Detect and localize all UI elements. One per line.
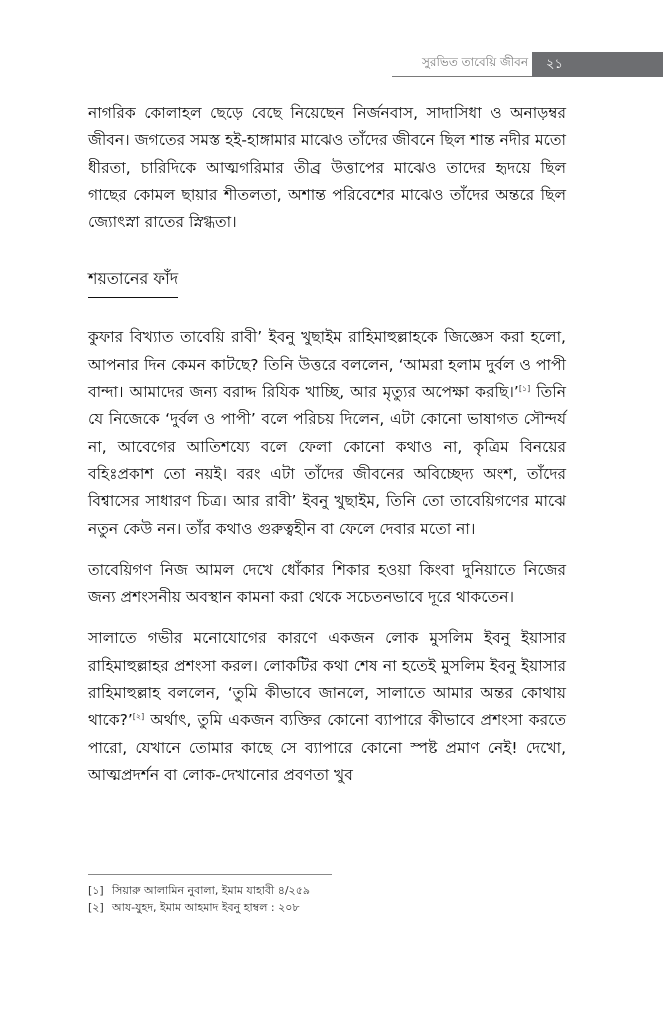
paragraph-muslim xyxy=(88,625,566,789)
page-number-box xyxy=(532,52,663,77)
intro-paragraph: নাগরিক কোলাহল ছেড়ে বেছে নিয়েছেন নির্জনবাস, সাদাসিধা ও অনাড়ম্বর জীবন। জগতের সমস্ত হই-হাঙ্গামার মাঝেও তাঁদের জীবনে ছিল শান্ত নদীর মতো ধীরতা, চারিদিকে আত্মগরিমার তীব্র উত্তাপের মাঝেও তাদের হৃদয়ে ছিল গাছের কোমল ছায়ার শীতলতা, অশান্ত পরিবেশের মাঝেও তাঁদের অন্তরে ছিল জ্যোৎস্না রাতের স্নিগ্ধতা। xyxy=(88,104,566,232)
paragraph-rabi-part1: কুফার বিখ্যাত তাবেয়ি রাবী’ ইবনু খুছাইম রাহিমাহুল্লাহকে জিজ্ঞেস করা হলো, আপনার দিন কেমন কাটছে? তিনি উত্তরে বললেন, ‘আমরা হলাম দুর্বল ও পাপী বান্দা। আমাদের জন্য বরাদ্দ রিযিক খাচ্ছি, আর মৃত্যুর অপেক্ষা করছি।’ xyxy=(88,328,566,402)
running-title: সুরভিত তাবেয়ি জীবন xyxy=(421,55,528,69)
footnote-ref-2: [২] xyxy=(132,712,145,722)
footnotes xyxy=(88,874,568,916)
page-header xyxy=(0,52,663,76)
section-heading: শয়তানের ফাঁদ xyxy=(88,266,178,298)
footnote-1 xyxy=(88,882,568,899)
footnote-ref-1: [১] xyxy=(518,383,531,393)
header-rule xyxy=(392,76,532,77)
footnote-rule xyxy=(88,874,332,875)
page-number: ২১ xyxy=(546,57,563,72)
footnote-2-text: আয-যুহদ, ইমাম আহমাদ ইবনু হাম্বল : ২০৮ xyxy=(112,901,300,914)
footnote-1-mark: [১] xyxy=(88,884,104,897)
body-text xyxy=(88,100,566,789)
footnote-2-mark: [২] xyxy=(88,901,104,914)
footnote-2 xyxy=(88,899,568,916)
paragraph-muslim-part2: অর্থাৎ, তুমি একজন ব্যক্তির কোনো ব্যাপারে কীভাবে প্রশংসা করতে পারো, যেখানে তোমার কাছে সে ব্যাপারে কোনো স্পষ্ট প্রমাণ নেই! দেখো, আত্মপ্রদর্শন বা লোক-দেখানোর প্রবণতা খুব xyxy=(88,711,566,784)
footnote-1-text: সিয়ারু আলামিন নুবালা, ইমাম যাহাবী ৪/২৫৯ xyxy=(112,884,310,897)
paragraph-rabi xyxy=(88,324,566,542)
paragraph-tabeyi: তাবেয়িগণ নিজ আমল দেখে ধোঁকার শিকার হওয়া কিংবা দুনিয়াতে নিজের জন্য প্রশংসনীয় অবস্থান কামনা করা থেকে সচেতনভাবে দূরে থাকতেন। xyxy=(88,560,566,607)
paragraph-muslim-part1: সালাতে গভীর মনোযোগের কারণে একজন লোক মুসলিম ইবনু ইয়াসার রাহিমাহুল্লাহর প্রশংসা করল। লোকটির কথা শেষ না হতেই মুসলিম ইবনু ইয়াসার রাহিমাহুল্লাহ বললেন, ‘তুমি কীভাবে জানলে, সালাতে আমার অন্তর কোথায় থাকে?’ xyxy=(88,629,566,730)
paragraph-rabi-part2: তিনি যে নিজেকে ‘দুর্বল ও পাপী’ বলে পরিচয় দিলেন, এটা কোনো ভাষাগত সৌন্দর্য না, আবেগের আতিশয্যে বলে ফেলা কোনো কথাও না, কৃত্রিম বিনয়ের বহিঃপ্রকাশ তো নয়ই। বরং এটা তাঁদের জীবনের অবিচ্ছেদ্য অংশ, তাঁদের বিশ্বাসের সাধারণ চিত্র। আর রাবী’ ইবনু খুছাইম, তিনি তো তাবেয়িগণের মাঝে নতুন কেউ নন। তাঁর কথাও গুরুত্বহীন বা ফেলে দেবার মতো না। xyxy=(88,383,566,538)
